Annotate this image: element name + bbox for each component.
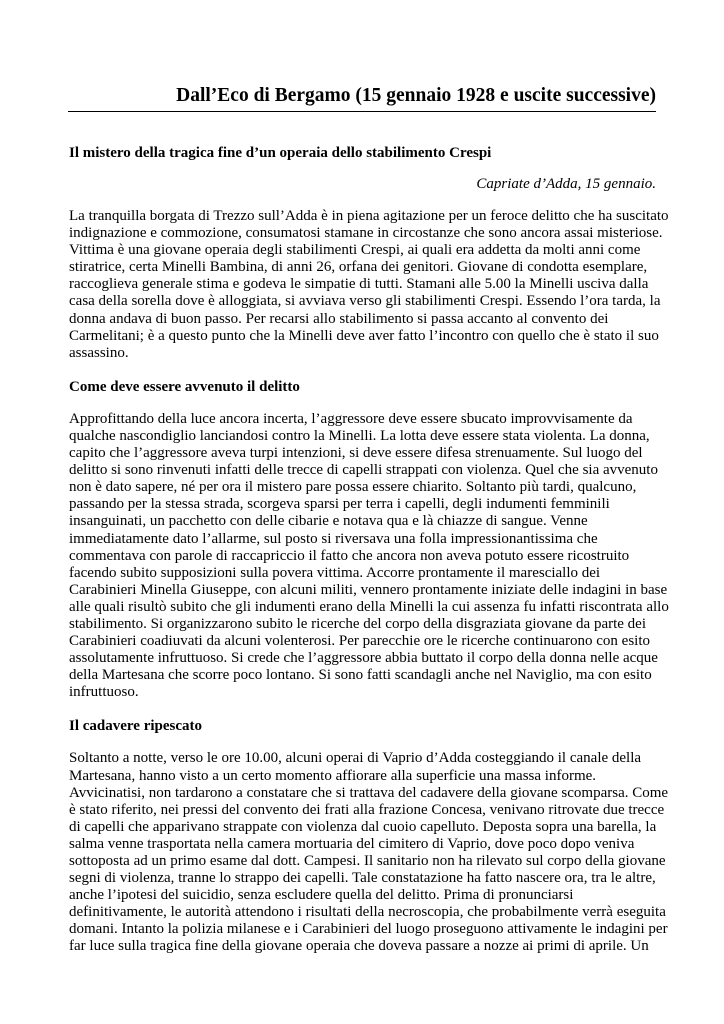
text-line: salma venne trasportata nella camera mortuaria del cimitero di Vaprio, dove poco dopo veniva bbox=[69, 835, 635, 852]
text-line: infruttuoso. bbox=[69, 684, 139, 701]
text-line: indignazione e commozione, consumatosi stamane in circostanze che sono ancora assai misteriose. bbox=[69, 225, 663, 242]
text-line: Vittima è una giovane operaia degli stabilimenti Crespi, ai quali era addetta da molti anni come bbox=[69, 242, 641, 259]
text-line: commentava con parole di raccapriccio il fatto che ancora non aveva potuto essere ricostruito bbox=[69, 547, 630, 564]
text-line: anche l’ipotesi del suicidio, senza escludere quella del delitto. Prima di pronunciarsi bbox=[69, 887, 574, 904]
article-dateline: Capriate d’Adda, 15 gennaio. bbox=[476, 176, 656, 192]
text-line: di capelli che apparivano strappate con violenza dal cuoio capelluto. Deposta sopra una barella, la bbox=[69, 818, 657, 835]
text-line: della Martesana che scorre poco lontano. Si sono fatti scandagli anche nel Naviglio, ma con esito bbox=[69, 667, 652, 684]
section-paragraph bbox=[69, 750, 669, 955]
section-paragraph bbox=[69, 410, 669, 702]
text-line: qualche nascondiglio lanciandosi contro la Minelli. La lotta deve essere stata violenta. La donna, bbox=[69, 427, 650, 444]
text-line: Martesana, hanno visto a un certo momento affiorare alla superficie una massa informe. bbox=[69, 767, 597, 784]
text-line: domani. Intanto la polizia milanese e i Carabinieri del luogo proseguono attivamente le indagini per bbox=[69, 921, 668, 938]
section-heading: Il cadavere ripescato bbox=[69, 718, 203, 735]
text-line: passando per la stessa strada, scorgeva sparsi per terra i capelli, degli indumenti femminili bbox=[69, 496, 610, 513]
intro-paragraph bbox=[69, 208, 669, 362]
text-line: Soltanto a notte, verso le ore 10.00, alcuni operai di Vaprio d’Adda costeggiando il canale della bbox=[69, 750, 642, 767]
text-line: assolutamente infruttuoso. Si crede che l’aggressore abbia buttato il corpo della donna nelle acque bbox=[69, 650, 658, 667]
text-line: delitto si sono rinvenuti infatti delle trecce di capelli strappati con violenza. Quel che sia avvenuto bbox=[69, 462, 658, 479]
text-line: immediatamente dato l’allarme, sul posto si riversava una folla impressionantissima che bbox=[69, 530, 598, 547]
text-line: definitivamente, le autorità attendono i risultati della necroscopia, che probabilmente verrà eseguita bbox=[69, 904, 666, 921]
page-header bbox=[68, 84, 656, 112]
page-title: Dall’Eco di Bergamo (15 gennaio 1928 e uscite successive) bbox=[176, 85, 656, 106]
text-line: assassino. bbox=[69, 344, 129, 361]
text-line: Carabinieri Minella Giuseppe, con alcuni militi, vennero prontamente iniziate delle indagini in base bbox=[69, 581, 668, 598]
text-line: facendo subito supposizioni sulla povera vittima. Accorre prontamente il maresciallo dei bbox=[69, 564, 601, 581]
text-line: raccoglieva generale stima e godeva le simpatie di tutti. Stamani alle 5.00 la Minelli usciva dalla bbox=[69, 276, 649, 293]
text-line: Approfittando della luce ancora incerta, l’aggressore deve essere sbucato improvvisamente da bbox=[69, 410, 633, 427]
text-line: stabilimento. Si organizzarono subito le ricerche del corpo della disgraziata giovane da parte dei bbox=[69, 615, 647, 632]
section-heading: Come deve essere avvenuto il delitto bbox=[69, 378, 300, 395]
article-title: Il mistero della tragica fine d’un operaia dello stabilimento Crespi bbox=[69, 145, 492, 161]
text-line: alle quali risultò subito che gli indumenti erano della Minelli la cui assenza fu infatti riscontrata allo bbox=[69, 598, 669, 615]
text-line: Carmelitani; è a questo punto che la Minelli deve aver fatto l’incontro con quello che è stato il suo bbox=[69, 327, 659, 344]
text-line: casa della sorella dove è alloggiata, si avviava verso gli stabilimenti Crespi. Essendo l’ora tarda, la bbox=[69, 293, 661, 310]
text-line: Carabinieri coadiuvati da alcuni volenterosi. Per parecchie ore le ricerche continuarono con esito bbox=[69, 633, 651, 650]
text-line: capito che l’aggressore aveva turpi intenzioni, si deve essere difesa strenuamente. Sul luogo del bbox=[69, 445, 643, 462]
text-line: insanguinati, un pacchetto con delle cibarie e notava qua e là chiazze di sangue. Venne bbox=[69, 513, 588, 530]
text-line: segni di violenza, tranne lo strappo dei capelli. Tale constatazione ha fatto nascere ora, tra le altre, bbox=[69, 870, 656, 887]
article bbox=[69, 144, 669, 956]
text-line: La tranquilla borgata di Trezzo sull’Adda è in piena agitazione per un feroce delitto che ha suscitato bbox=[69, 208, 669, 224]
text-line: è stato riferito, nei pressi del convento dei frati alla frazione Concesa, venivano ritrovate due trecce bbox=[69, 801, 665, 818]
text-line: non è dato sapere, né per ora il mistero pare possa essere chiarito. Soltanto più tardi, qualcuno, bbox=[69, 479, 637, 496]
text-line: donna andava di buon passo. Per recarsi allo stabilimento si passa accanto al convento dei bbox=[69, 310, 609, 327]
text-line: Avvicinatisi, non tardarono a constatare che si trattava del cadavere della giovane scomparsa. Come bbox=[69, 784, 669, 801]
text-line: sottoposta ad un primo esame dal dott. Campesi. Il sanitario non ha rilevato sul corpo della giovane bbox=[69, 853, 666, 869]
text-line: stiratrice, certa Minelli Bambina, di anni 26, orfana dei genitori. Giovane di condotta esemplare, bbox=[69, 259, 648, 276]
text-line: far luce sulla tragica fine della giovane operaia che doveva passare a nozze ai primi di aprile. Un bbox=[69, 938, 649, 955]
